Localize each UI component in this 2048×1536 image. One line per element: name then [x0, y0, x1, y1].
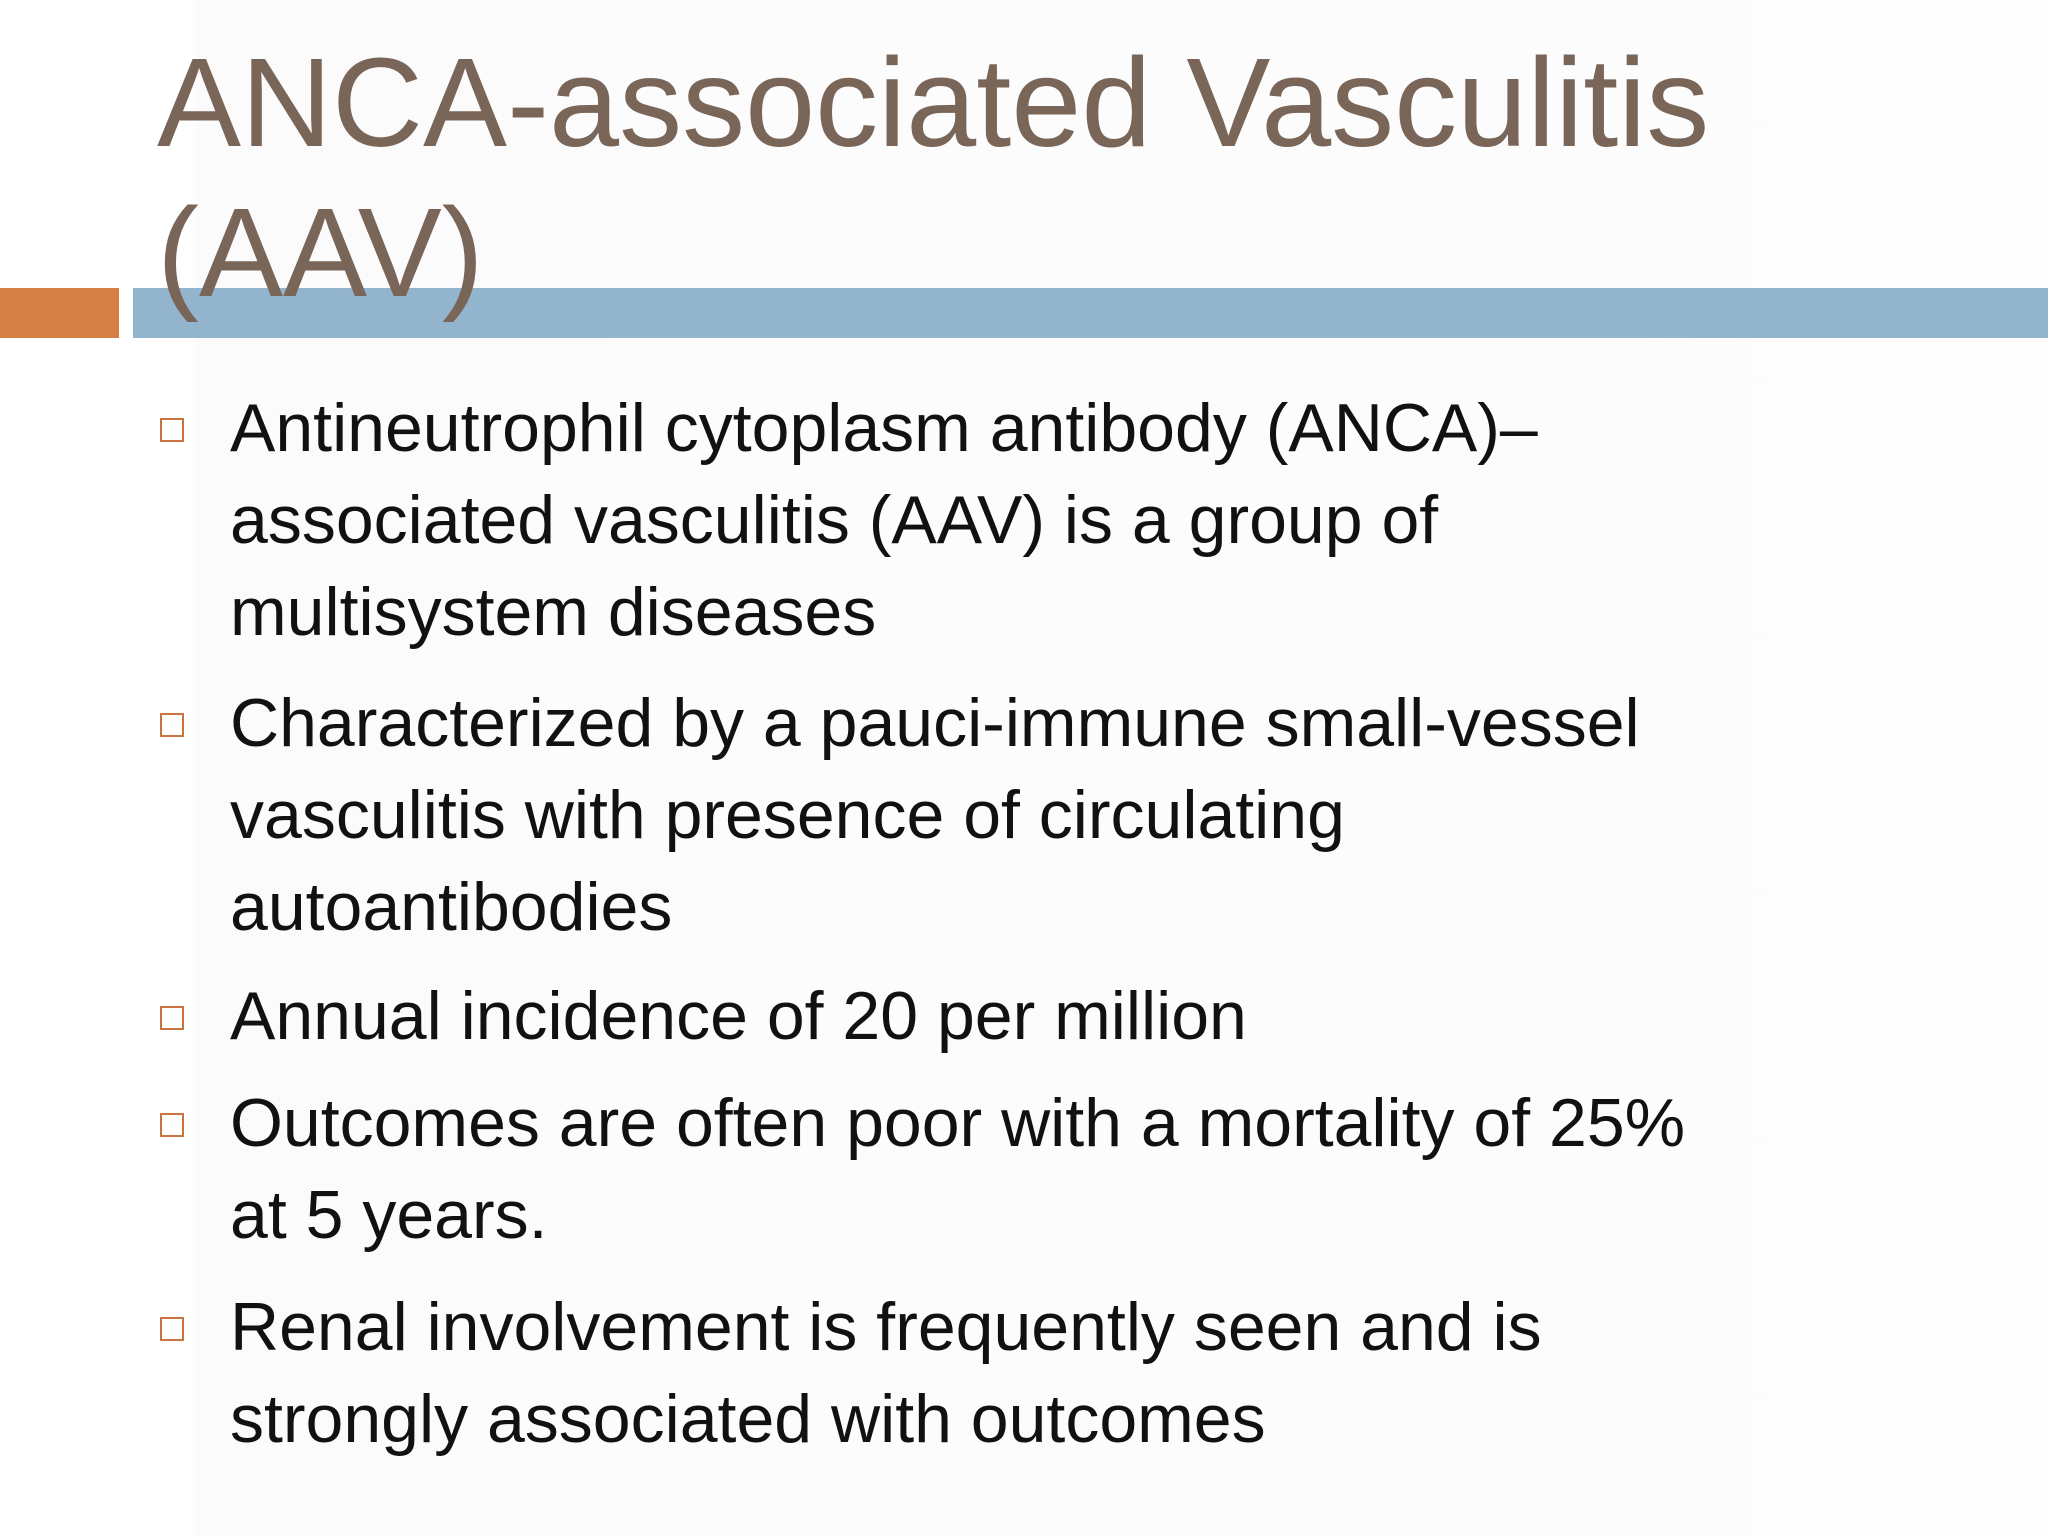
bullet-text-2: Characterized by a pauci-immune small-vessel vasculitis with presence of circulating autoantibodies: [230, 685, 1640, 945]
bullet-text-4: Outcomes are often poor with a mortality of 25% at 5 years.: [230, 1085, 1686, 1253]
bullet-text-3: Annual incidence of 20 per million: [230, 978, 1247, 1054]
bullet-text-5: Renal involvement is frequently seen and is strongly associated with outcomes: [230, 1289, 1542, 1457]
slide-title: ANCA-associated Vasculitis (AAV): [157, 32, 1710, 323]
hollow-square-bullet-icon: [160, 1317, 184, 1341]
hollow-square-bullet-icon: [160, 1006, 184, 1030]
hollow-square-bullet-icon: [160, 713, 184, 737]
hollow-square-bullet-icon: [160, 1113, 184, 1137]
title-accent-bar-orange: [0, 288, 119, 338]
hollow-square-bullet-icon: [160, 418, 184, 442]
bullet-text-1: Antineutrophil cytoplasm antibody (ANCA)– associated vasculitis (AAV) is a group of multisystem diseases: [230, 390, 1538, 650]
